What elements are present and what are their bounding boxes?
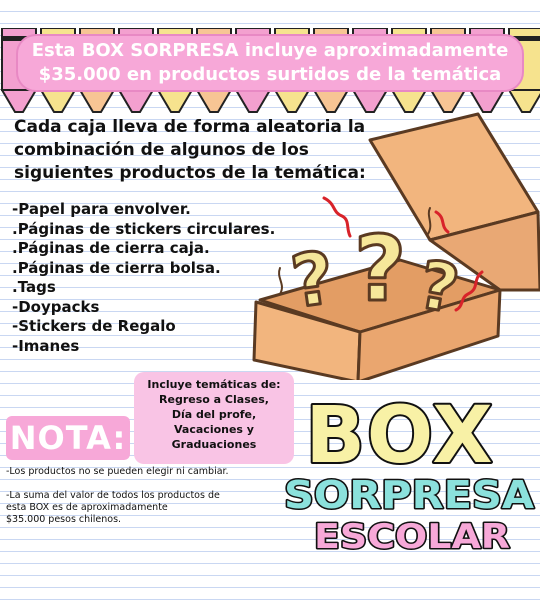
question-mark-icon: ?	[354, 217, 407, 322]
themes-box	[134, 372, 294, 464]
intro-line-3: siguientes productos de la temática:	[14, 163, 366, 183]
question-mark-icon: ?	[413, 246, 465, 329]
intro-line-2: combinación de algunos de los	[14, 140, 309, 160]
product-item: .Tags	[12, 278, 56, 296]
title-word-escolar: ESCOLAR	[314, 517, 510, 557]
themes-line-4: Vacaciones y	[174, 423, 254, 436]
cardboard-box-icon	[250, 100, 540, 380]
product-item: -Doypacks	[12, 297, 100, 316]
themes-line-3: Día del profe,	[171, 408, 257, 421]
note-total-value	[6, 490, 276, 526]
box-sorpresa-escolar-title	[278, 386, 540, 558]
note-total-line-1: -La suma del valor de todos los productos de	[6, 490, 220, 501]
nota-label-box	[6, 416, 130, 460]
themes-line-1: Incluye temáticas de:	[147, 378, 281, 391]
themes-line-5: Graduaciones	[171, 438, 257, 451]
note-total-line-3: $35.000 pesos chilenos.	[6, 514, 122, 525]
product-item: -Imanes	[12, 336, 80, 355]
banner-line-1: Esta BOX SORPRESA incluye aproximadamente	[31, 40, 509, 61]
intro-line-1: Cada caja lleva de forma aleatoria la	[14, 117, 366, 137]
note-total-line-2: esta BOX es de aproximadamente	[6, 502, 168, 513]
nota-label: NOTA:	[9, 419, 127, 457]
question-mark-icon: ?	[286, 235, 340, 325]
title-word-box: BOX	[305, 391, 495, 481]
title-word-sorpresa: SORPRESA	[284, 473, 535, 517]
product-item: -Stickers de Regalo	[12, 317, 176, 335]
product-item: .Páginas de stickers circulares.	[12, 219, 276, 238]
product-item: -Papel para envolver.	[12, 200, 191, 218]
product-item: .Páginas de cierra caja.	[12, 239, 210, 257]
product-item: .Páginas de cierra bolsa.	[12, 258, 221, 277]
themes-line-2: Regreso a Clases,	[159, 393, 269, 406]
banner-line-2: $35.000 en productos surtidos de la temática	[38, 64, 502, 85]
price-banner	[16, 34, 524, 92]
note-no-exchange: -Los productos no se pueden elegir ni cambiar.	[6, 466, 229, 477]
